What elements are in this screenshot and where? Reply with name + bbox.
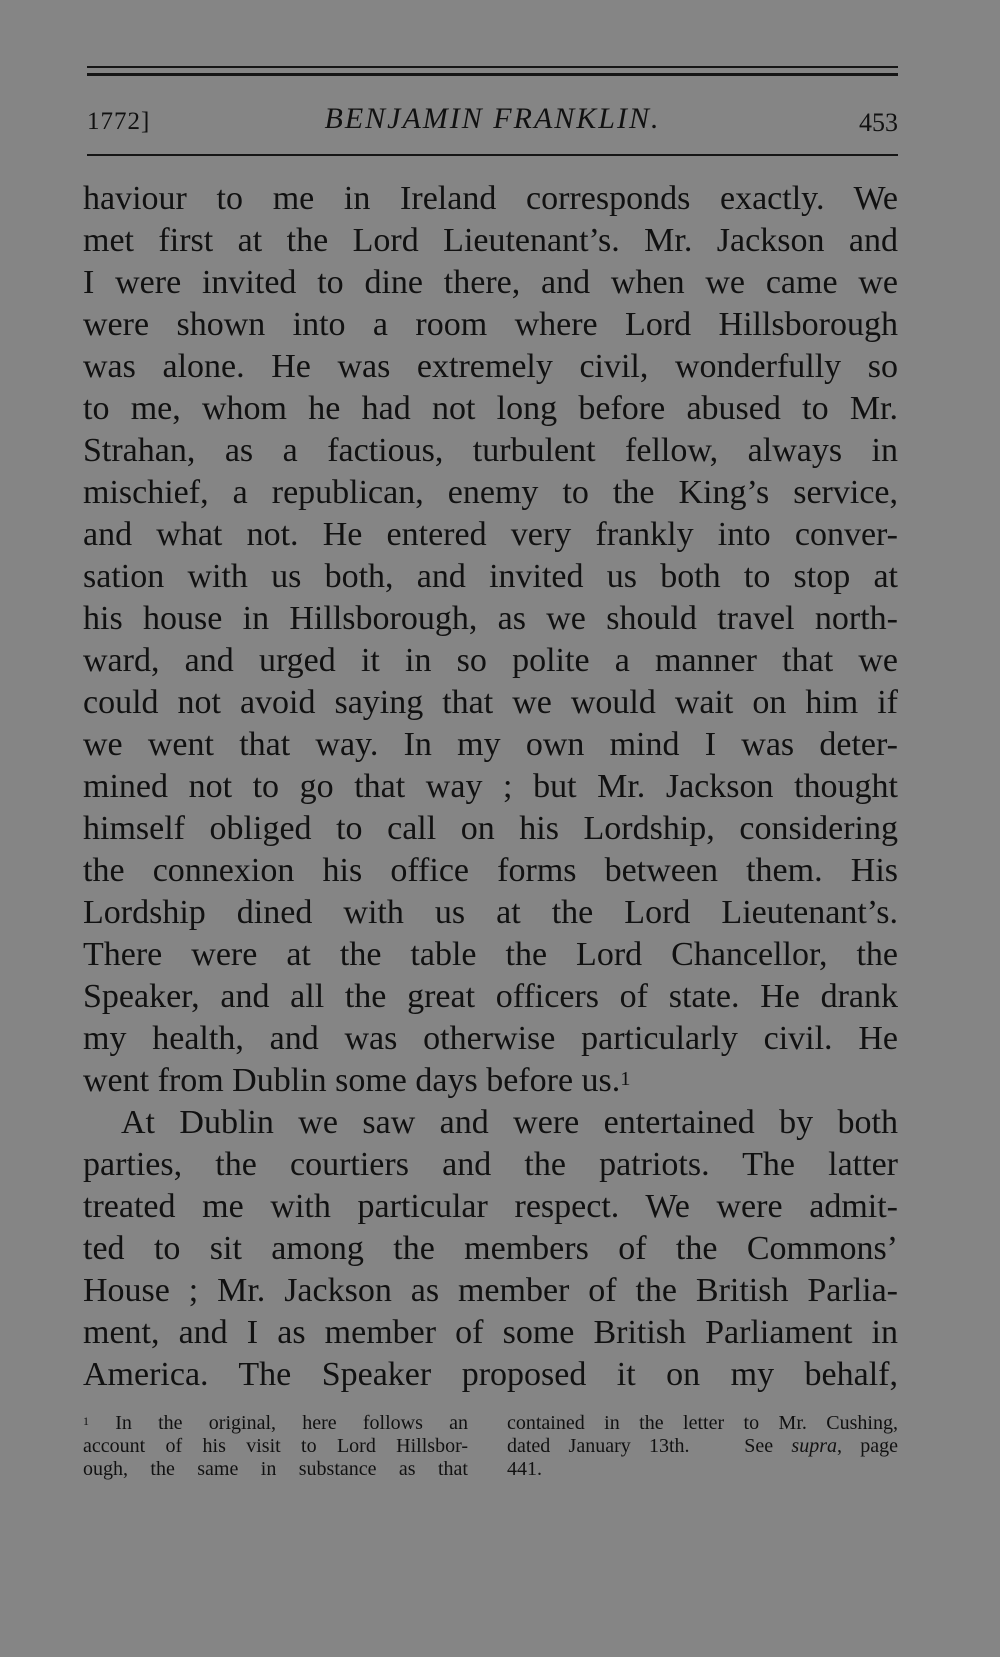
footnote-line (83, 1412, 468, 1435)
text-line: I were invited to dine there, and when we came we (83, 264, 898, 301)
footnote-line: account of his visit to Lord Hillsbor- (83, 1435, 468, 1457)
body-text (83, 178, 898, 1396)
text-line: At Dublin we saw and were entertained by both (121, 1104, 898, 1141)
paragraph-end-line (83, 1060, 898, 1102)
text-line: Lordship dined with us at the Lord Lieutenant’s. (83, 894, 898, 931)
header-rule-bottom (87, 154, 898, 156)
text-line: his house in Hillsborough, as we should travel north- (83, 600, 898, 637)
text-line: could not avoid saying that we would wait on him if (83, 684, 898, 721)
footnote-reference: 1 (620, 1068, 631, 1090)
footnote-text: dated January 13th. (507, 1435, 690, 1457)
text-line: ted to sit among the members of the Commons’ (83, 1230, 898, 1267)
text-line: America. The Speaker proposed it on my behalf, (83, 1356, 898, 1393)
footnote-line: 441. (507, 1458, 542, 1480)
text-line: parties, the courtiers and the patriots. The latter (83, 1146, 898, 1183)
footnote-marker: 1 (83, 1414, 89, 1428)
text-line: There were at the table the Lord Chancellor, the (83, 936, 898, 973)
text-line: to me, whom he had not long before abused to Mr. (83, 390, 898, 427)
text-line: were shown into a room where Lord Hillsborough (83, 306, 898, 343)
text-line: my health, and was otherwise particularly civil. He (83, 1020, 898, 1057)
footnote-italic-supra: supra (791, 1435, 837, 1457)
footnote-text: , page (837, 1435, 898, 1457)
text-line: mischief, a republican, enemy to the King’s service, (83, 474, 898, 511)
text-line: the connexion his office forms between them. His (83, 852, 898, 889)
text-line: Strahan, as a factious, turbulent fellow, always in (83, 432, 898, 469)
running-header (87, 100, 898, 144)
text-line: sation with us both, and invited us both to stop at (83, 558, 898, 595)
footnote-text: In the original, here follows an (115, 1412, 468, 1434)
text-line: was alone. He was extremely civil, wonderfully so (83, 348, 898, 385)
footnote-column-left (83, 1412, 468, 1481)
footnote-text: See (744, 1435, 774, 1457)
text-line: haviour to me in Ireland corresponds exactly. We (83, 180, 898, 217)
text-line: House ; Mr. Jackson as member of the British Parlia- (83, 1272, 898, 1309)
text-line: went from Dublin some days before us. (83, 1062, 621, 1099)
header-title: BENJAMIN FRANKLIN. (324, 102, 661, 135)
header-rule-top-thick (87, 73, 898, 76)
text-line: ment, and I as member of some British Parliament in (83, 1314, 898, 1351)
page-number: 453 (859, 108, 898, 137)
text-line: and what not. He entered very frankly into conver- (83, 516, 898, 553)
footnote-line (507, 1435, 898, 1458)
text-line: Speaker, and all the great officers of state. He drank (83, 978, 898, 1015)
text-line: met first at the Lord Lieutenant’s. Mr. Jackson and (83, 222, 898, 259)
header-rule-top (87, 66, 898, 68)
footnote-line: contained in the letter to Mr. Cushing, (507, 1412, 898, 1434)
text-line: mined not to go that way ; but Mr. Jackson thought (83, 768, 898, 805)
footnote-line: ough, the same in substance as that (83, 1458, 468, 1480)
header-year: 1772] (87, 108, 151, 135)
text-line: ward, and urged it in so polite a manner that we (83, 642, 898, 679)
text-line: we went that way. In my own mind I was deter- (83, 726, 898, 763)
text-line: himself obliged to call on his Lordship, considering (83, 810, 898, 847)
footnote-column-right (507, 1412, 898, 1481)
text-line: treated me with particular respect. We were admit- (83, 1188, 898, 1225)
